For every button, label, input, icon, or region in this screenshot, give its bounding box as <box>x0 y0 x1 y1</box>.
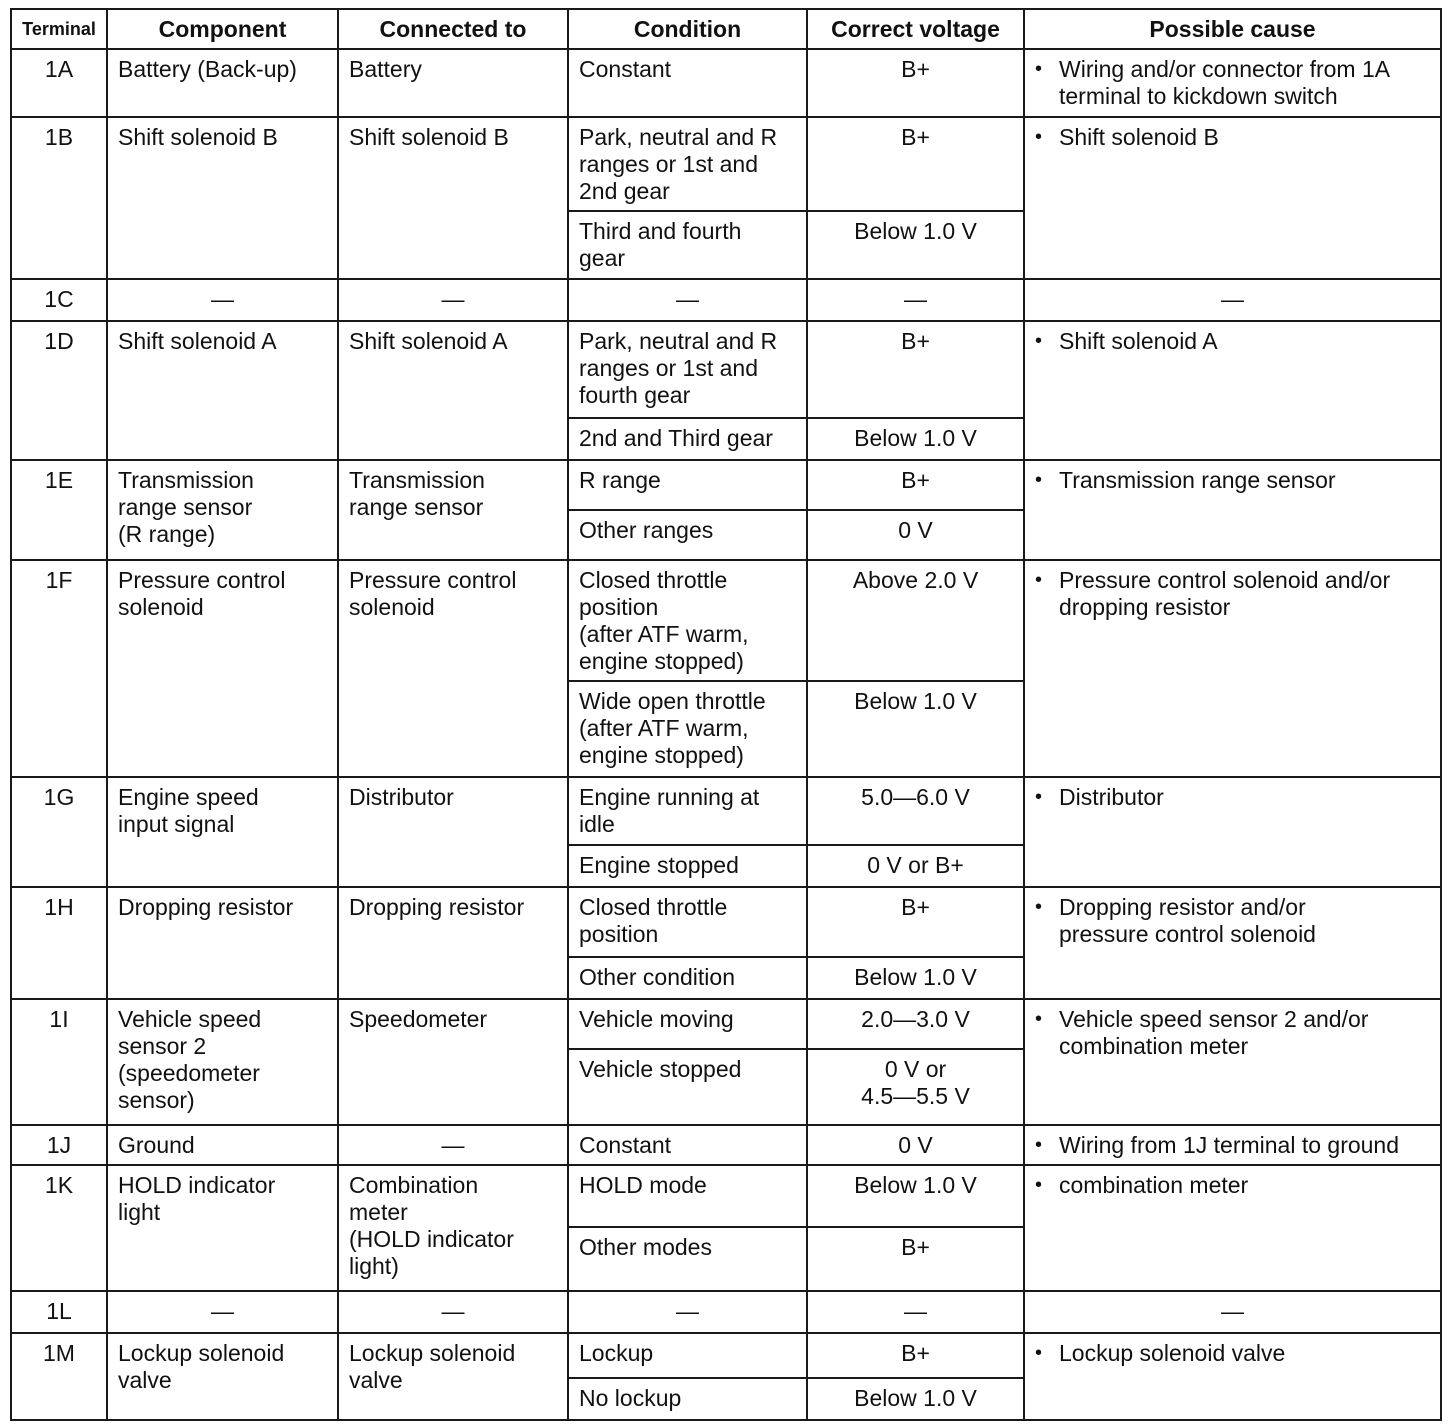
bullet-icon: • <box>1035 58 1043 80</box>
table-row <box>11 1165 1441 1227</box>
cause-item <box>1035 124 1430 151</box>
voltage-cell: 0 V or 4.5—5.5 V <box>807 1049 1024 1125</box>
condition-cell: Third and fourth gear <box>568 211 807 279</box>
header-row <box>11 9 1441 49</box>
cause-text: Wiring from 1J terminal to ground <box>1059 1132 1400 1158</box>
condition-cell: R range <box>568 460 807 510</box>
terminal-voltage-table <box>10 8 1442 1421</box>
voltage-cell: — <box>807 279 1024 321</box>
bullet-icon: • <box>1035 1134 1043 1156</box>
possible-cause-cell <box>1024 321 1441 460</box>
cause-item <box>1035 1172 1430 1199</box>
voltage-cell: 0 V <box>807 510 1024 560</box>
table-body <box>11 49 1441 1420</box>
cause-item <box>1035 328 1430 355</box>
bullet-icon: • <box>1035 1342 1043 1364</box>
table-row <box>11 117 1441 211</box>
header-condition: Condition <box>568 9 807 49</box>
possible-cause-cell <box>1024 999 1441 1125</box>
cause-item <box>1035 784 1430 811</box>
voltage-cell: B+ <box>807 1227 1024 1291</box>
connected-to-cell: Pressure control solenoid <box>338 560 568 777</box>
bullet-icon: • <box>1035 330 1043 352</box>
cause-text: Vehicle speed sensor 2 and/or combination meter <box>1059 1006 1369 1059</box>
condition-cell: Wide open throttle (after ATF warm, engine stopped) <box>568 681 807 777</box>
condition-cell: Constant <box>568 49 807 117</box>
component-cell: Pressure control solenoid <box>107 560 338 777</box>
component-cell: Shift solenoid A <box>107 321 338 460</box>
connected-to-cell: Distributor <box>338 777 568 887</box>
component-cell: Battery (Back-up) <box>107 49 338 117</box>
possible-cause-cell <box>1024 460 1441 560</box>
header-possible-cause: Possible cause <box>1024 9 1441 49</box>
cause-text: Transmission range sensor <box>1059 467 1336 493</box>
possible-cause-cell <box>1024 560 1441 777</box>
terminal-cell: 1C <box>11 279 107 321</box>
cause-text: Dropping resistor and/or pressure control solenoid <box>1059 894 1316 947</box>
possible-cause-cell: — <box>1024 279 1441 321</box>
table-row <box>11 1125 1441 1165</box>
voltage-cell: 0 V or B+ <box>807 845 1024 887</box>
terminal-cell: 1K <box>11 1165 107 1291</box>
header-component: Component <box>107 9 338 49</box>
header-correct-voltage: Correct voltage <box>807 9 1024 49</box>
condition-cell: Vehicle stopped <box>568 1049 807 1125</box>
voltage-cell: Below 1.0 V <box>807 1165 1024 1227</box>
terminal-cell: 1E <box>11 460 107 560</box>
table-row <box>11 777 1441 845</box>
voltage-cell: — <box>807 1291 1024 1333</box>
connected-to-cell: Shift solenoid B <box>338 117 568 279</box>
bullet-icon: • <box>1035 126 1043 148</box>
possible-cause-cell <box>1024 1333 1441 1420</box>
cause-text: combination meter <box>1059 1172 1249 1198</box>
voltage-cell: B+ <box>807 460 1024 510</box>
condition-cell: Other modes <box>568 1227 807 1291</box>
terminal-cell: 1I <box>11 999 107 1125</box>
connected-to-cell: — <box>338 279 568 321</box>
condition-cell: Constant <box>568 1125 807 1165</box>
possible-cause-cell <box>1024 117 1441 279</box>
component-cell: — <box>107 279 338 321</box>
header-connected-to: Connected to <box>338 9 568 49</box>
condition-cell: No lockup <box>568 1378 807 1420</box>
table-row <box>11 999 1441 1049</box>
condition-cell: Engine stopped <box>568 845 807 887</box>
cause-item <box>1035 567 1430 621</box>
terminal-cell: 1A <box>11 49 107 117</box>
condition-cell: Other ranges <box>568 510 807 560</box>
component-cell: Lockup solenoid valve <box>107 1333 338 1420</box>
cause-text: Lockup solenoid valve <box>1059 1340 1286 1366</box>
terminal-cell: 1F <box>11 560 107 777</box>
voltage-cell: B+ <box>807 117 1024 211</box>
cause-item <box>1035 1132 1430 1159</box>
table-row <box>11 1291 1441 1333</box>
connected-to-cell: Transmission range sensor <box>338 460 568 560</box>
possible-cause-cell <box>1024 1125 1441 1165</box>
component-cell: Transmission range sensor (R range) <box>107 460 338 560</box>
terminal-cell: 1H <box>11 887 107 999</box>
condition-cell: Vehicle moving <box>568 999 807 1049</box>
cause-text: Shift solenoid A <box>1059 328 1218 354</box>
connected-to-cell: Speedometer <box>338 999 568 1125</box>
voltage-cell: Below 1.0 V <box>807 1378 1024 1420</box>
voltage-cell: Above 2.0 V <box>807 560 1024 681</box>
voltage-cell: Below 1.0 V <box>807 681 1024 777</box>
condition-cell: — <box>568 279 807 321</box>
possible-cause-cell <box>1024 887 1441 999</box>
component-cell: Vehicle speed sensor 2 (speedometer sensor) <box>107 999 338 1125</box>
connected-to-cell: Combination meter (HOLD indicator light) <box>338 1165 568 1291</box>
cause-text: Wiring and/or connector from 1A terminal to kickdown switch <box>1059 56 1391 109</box>
cause-text: Shift solenoid B <box>1059 124 1219 150</box>
condition-cell: Park, neutral and R ranges or 1st and 2nd gear <box>568 117 807 211</box>
table-row <box>11 279 1441 321</box>
component-cell: Dropping resistor <box>107 887 338 999</box>
bullet-icon: • <box>1035 469 1043 491</box>
terminal-cell: 1G <box>11 777 107 887</box>
cause-item <box>1035 894 1430 948</box>
voltage-cell: 2.0—3.0 V <box>807 999 1024 1049</box>
terminal-cell: 1B <box>11 117 107 279</box>
table-row <box>11 321 1441 418</box>
voltage-cell: B+ <box>807 49 1024 117</box>
cause-text: Distributor <box>1059 784 1164 810</box>
table-row <box>11 49 1441 117</box>
possible-cause-cell <box>1024 777 1441 887</box>
bullet-icon: • <box>1035 1174 1043 1196</box>
bullet-icon: • <box>1035 896 1043 918</box>
terminal-cell: 1M <box>11 1333 107 1420</box>
terminal-cell: 1J <box>11 1125 107 1165</box>
table-row <box>11 887 1441 957</box>
component-cell: Engine speed input signal <box>107 777 338 887</box>
condition-cell: Park, neutral and R ranges or 1st and fourth gear <box>568 321 807 418</box>
voltage-cell: B+ <box>807 887 1024 957</box>
connected-to-cell: Shift solenoid A <box>338 321 568 460</box>
component-cell: Shift solenoid B <box>107 117 338 279</box>
connected-to-cell: — <box>338 1291 568 1333</box>
cause-text: Pressure control solenoid and/or dropping resistor <box>1059 567 1391 620</box>
table-row <box>11 1333 1441 1378</box>
voltage-cell: B+ <box>807 1333 1024 1378</box>
component-cell: — <box>107 1291 338 1333</box>
cause-item <box>1035 1340 1430 1367</box>
table-row <box>11 460 1441 510</box>
bullet-icon: • <box>1035 569 1043 591</box>
condition-cell: Closed throttle position (after ATF warm, engine stopped) <box>568 560 807 681</box>
bullet-icon: • <box>1035 786 1043 808</box>
voltage-cell: B+ <box>807 321 1024 418</box>
component-cell: Ground <box>107 1125 338 1165</box>
cause-item <box>1035 467 1430 494</box>
connected-to-cell: Lockup solenoid valve <box>338 1333 568 1420</box>
voltage-cell: Below 1.0 V <box>807 418 1024 460</box>
possible-cause-cell: — <box>1024 1291 1441 1333</box>
possible-cause-cell <box>1024 1165 1441 1291</box>
connected-to-cell: — <box>338 1125 568 1165</box>
condition-cell: HOLD mode <box>568 1165 807 1227</box>
terminal-cell: 1D <box>11 321 107 460</box>
condition-cell: 2nd and Third gear <box>568 418 807 460</box>
header-terminal: Terminal <box>11 9 107 49</box>
voltage-cell: 0 V <box>807 1125 1024 1165</box>
possible-cause-cell <box>1024 49 1441 117</box>
cause-item <box>1035 1006 1430 1060</box>
condition-cell: Lockup <box>568 1333 807 1378</box>
condition-cell: Other condition <box>568 957 807 999</box>
component-cell: HOLD indicator light <box>107 1165 338 1291</box>
condition-cell: — <box>568 1291 807 1333</box>
condition-cell: Closed throttle position <box>568 887 807 957</box>
connected-to-cell: Dropping resistor <box>338 887 568 999</box>
terminal-cell: 1L <box>11 1291 107 1333</box>
connected-to-cell: Battery <box>338 49 568 117</box>
voltage-cell: Below 1.0 V <box>807 957 1024 999</box>
cause-item <box>1035 56 1430 110</box>
bullet-icon: • <box>1035 1008 1043 1030</box>
voltage-cell: 5.0—6.0 V <box>807 777 1024 845</box>
voltage-cell: Below 1.0 V <box>807 211 1024 279</box>
condition-cell: Engine running at idle <box>568 777 807 845</box>
table-row <box>11 560 1441 681</box>
